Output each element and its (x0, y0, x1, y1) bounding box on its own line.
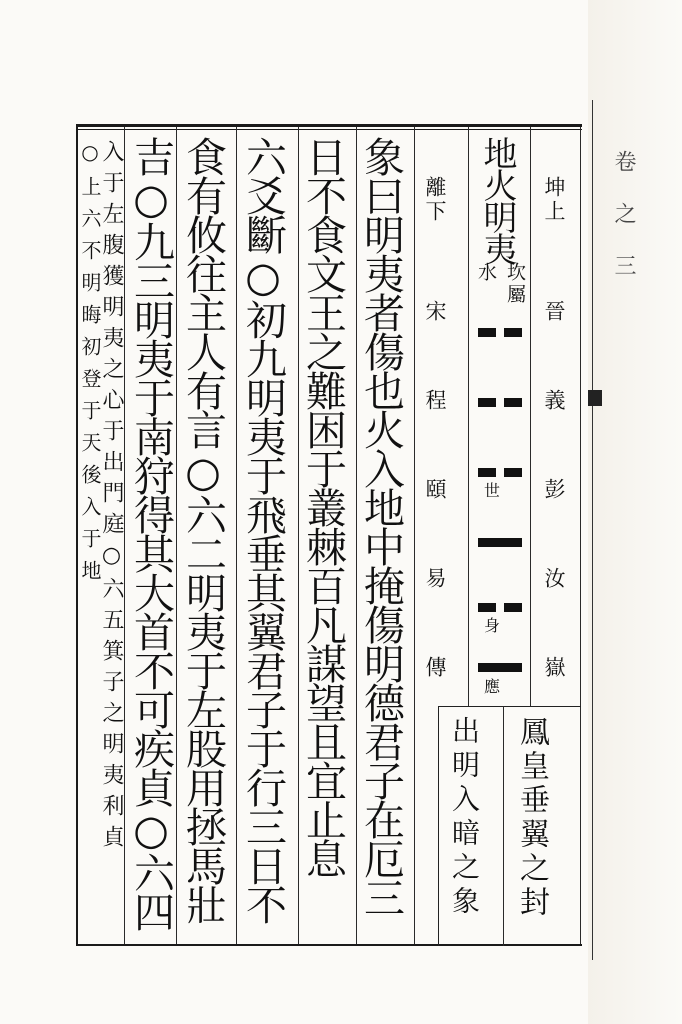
authors-row1: 晉 義 彭 汝 嶽 (542, 300, 566, 699)
fishtail-mark (588, 390, 602, 406)
frame-top-border (76, 124, 582, 127)
hexagram-line-yang (478, 663, 522, 672)
commentary-column-3: 六爻斷○初九明夷于飛垂其翼君子于行三日不 (239, 136, 287, 923)
commentary-column-7: ○上六不明晦初登于天後入于地 (78, 140, 102, 592)
hexagram-title: 地火明夷 (477, 136, 517, 264)
gua-image-col2: 出明入暗之象 (448, 716, 481, 920)
column-divider (124, 127, 125, 944)
hexagram-line-yin (478, 398, 522, 407)
column-divider (176, 127, 177, 944)
hexagram-palace-element: 水 (475, 262, 497, 284)
commentary-column-1: 象曰明夷者傷也火入地中掩傷明德君子在厄三 (357, 136, 405, 916)
edge-rule (592, 100, 593, 960)
column-divider (414, 127, 415, 944)
hexagram-line-yin (478, 603, 522, 612)
commentary-column-6: 入于左腹獲明夷之心于出門庭○六五箕子之明夷利貞 (99, 140, 124, 856)
column-divider (236, 127, 237, 944)
commentary-column-4: 食有攸往主人有言○六二明夷于左股用拯馬壯 (179, 136, 227, 923)
authors-row2: 宋 程 頤 易 傳 (423, 300, 447, 699)
shi-mark: 世 (484, 481, 501, 500)
commentary-column-5: 吉○九三明夷于南狩得其大首不可疾貞○六四 (127, 136, 175, 930)
page-edge (588, 0, 682, 1024)
edge-text: 卷之三 (611, 150, 636, 306)
hexagram-line-yin (478, 468, 522, 477)
column-divider (468, 127, 469, 707)
hexagram-line-yin (478, 328, 522, 337)
gua-image-col1: 鳳皇垂翼之封 (514, 716, 549, 920)
trigram-lower: 離下 (423, 176, 447, 224)
column-divider (530, 127, 531, 707)
ying-mark: 應 (484, 677, 501, 696)
shen-mark: 身 (484, 616, 501, 635)
hexagram-figure (478, 318, 522, 698)
hexagram-line-yang (478, 538, 522, 547)
trigram-upper: 坤上 (542, 176, 566, 224)
hexagram-palace: 坎屬 (504, 262, 526, 306)
commentary-column-2: 日不食文王之難困于叢棘百凡謀望且宜止息 (299, 136, 347, 877)
frame-top-border-inner (76, 129, 582, 130)
